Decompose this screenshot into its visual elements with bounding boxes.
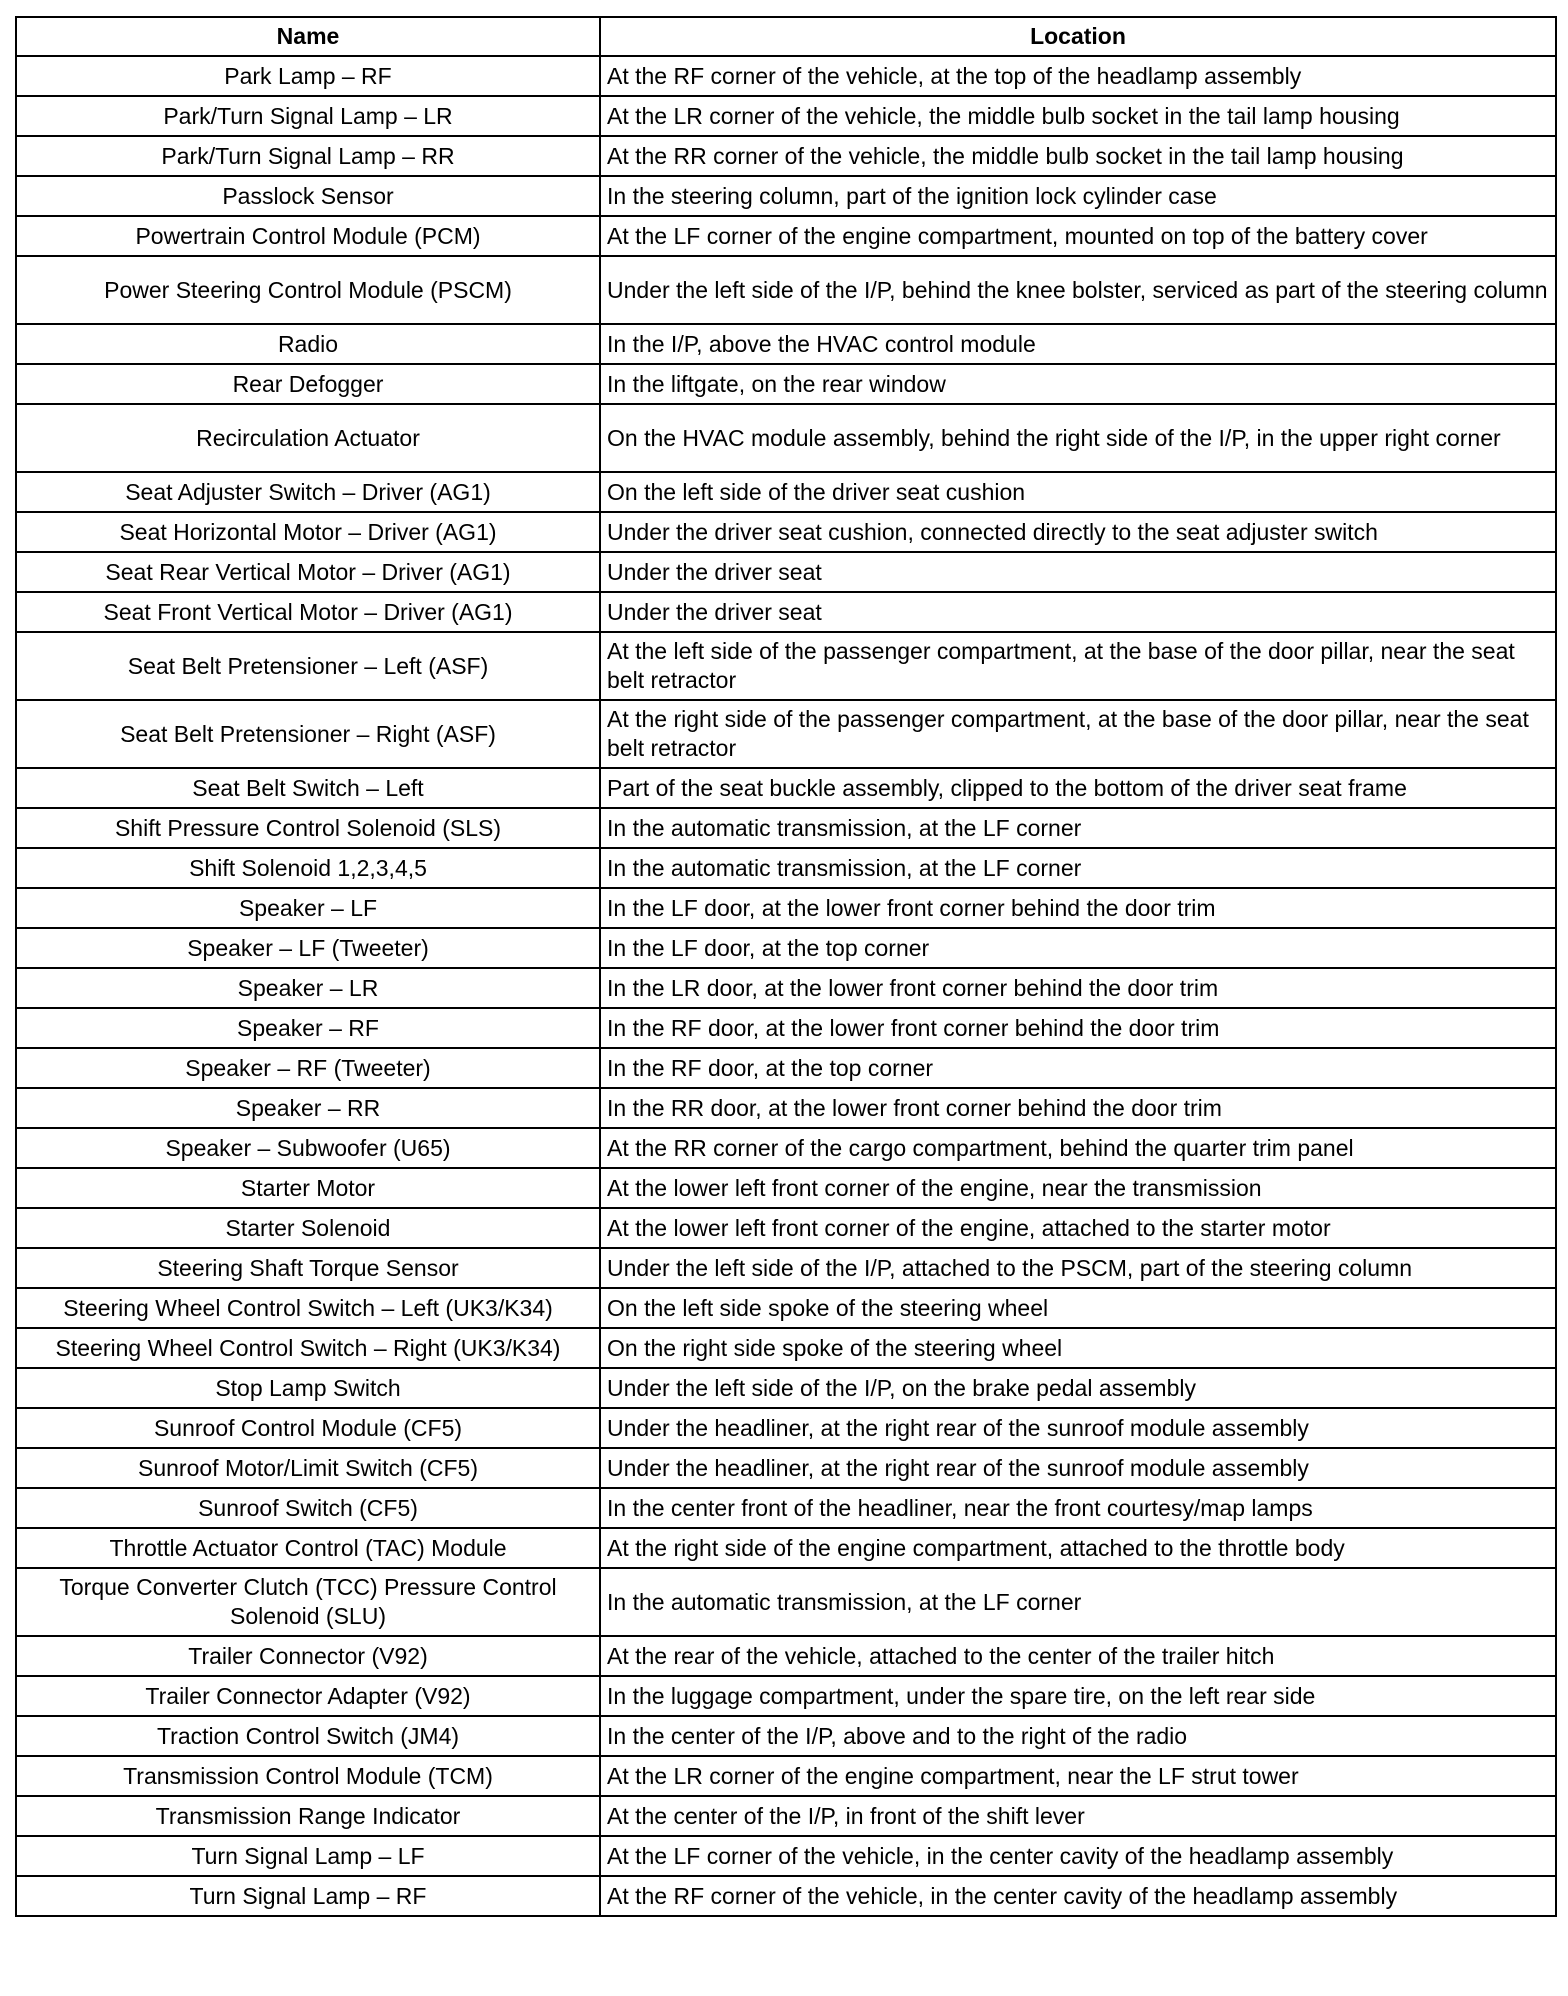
table-row: [16, 1756, 1556, 1796]
component-name-cell: Seat Adjuster Switch – Driver (AG1): [16, 472, 600, 512]
component-name-cell: Steering Wheel Control Switch – Right (UK3/K34): [16, 1328, 600, 1368]
component-location-cell: Under the driver seat: [600, 552, 1556, 592]
component-location-cell: At the LF corner of the engine compartment, mounted on top of the battery cover: [600, 216, 1556, 256]
component-location-cell: In the automatic transmission, at the LF corner: [600, 848, 1556, 888]
component-location-cell: In the RF door, at the lower front corner behind the door trim: [600, 1008, 1556, 1048]
component-name-cell: Starter Solenoid: [16, 1208, 600, 1248]
table-row: [16, 472, 1556, 512]
table-row: [16, 848, 1556, 888]
table-row: [16, 136, 1556, 176]
component-name-cell: Turn Signal Lamp – LF: [16, 1836, 600, 1876]
component-location-cell: At the RR corner of the vehicle, the middle bulb socket in the tail lamp housing: [600, 136, 1556, 176]
component-name-cell: Trailer Connector Adapter (V92): [16, 1676, 600, 1716]
table-row: [16, 592, 1556, 632]
table-row: [16, 968, 1556, 1008]
component-location-cell: At the LR corner of the vehicle, the middle bulb socket in the tail lamp housing: [600, 96, 1556, 136]
component-location-cell: Under the headliner, at the right rear of the sunroof module assembly: [600, 1408, 1556, 1448]
component-location-cell: At the LF corner of the vehicle, in the center cavity of the headlamp assembly: [600, 1836, 1556, 1876]
table-row: [16, 1008, 1556, 1048]
component-name-cell: Steering Shaft Torque Sensor: [16, 1248, 600, 1288]
component-location-cell: In the automatic transmission, at the LF corner: [600, 808, 1556, 848]
table-row: [16, 632, 1556, 700]
component-location-cell: Part of the seat buckle assembly, clipped to the bottom of the driver seat frame: [600, 768, 1556, 808]
component-location-cell: Under the driver seat cushion, connected directly to the seat adjuster switch: [600, 512, 1556, 552]
component-locator-table: [15, 16, 1557, 1917]
component-locator-table-wrapper: [15, 16, 1555, 1917]
component-name-cell: Transmission Control Module (TCM): [16, 1756, 600, 1796]
component-name-cell: Rear Defogger: [16, 364, 600, 404]
component-location-cell: Under the left side of the I/P, behind the knee bolster, serviced as part of the steering column: [600, 256, 1556, 324]
table-row: [16, 1368, 1556, 1408]
table-row: [16, 324, 1556, 364]
table-row: [16, 1636, 1556, 1676]
table-row: [16, 768, 1556, 808]
component-name-cell: Torque Converter Clutch (TCC) Pressure Control Solenoid (SLU): [16, 1568, 600, 1636]
component-name-cell: Speaker – RF (Tweeter): [16, 1048, 600, 1088]
column-header-location: Location: [600, 17, 1556, 56]
table-row: [16, 928, 1556, 968]
component-name-cell: Speaker – LR: [16, 968, 600, 1008]
component-name-cell: Speaker – LF: [16, 888, 600, 928]
component-location-cell: At the center of the I/P, in front of the shift lever: [600, 1796, 1556, 1836]
component-location-cell: At the LR corner of the engine compartment, near the LF strut tower: [600, 1756, 1556, 1796]
component-location-cell: In the I/P, above the HVAC control module: [600, 324, 1556, 364]
component-name-cell: Powertrain Control Module (PCM): [16, 216, 600, 256]
component-name-cell: Sunroof Control Module (CF5): [16, 1408, 600, 1448]
component-name-cell: Traction Control Switch (JM4): [16, 1716, 600, 1756]
component-location-cell: At the left side of the passenger compartment, at the base of the door pillar, near the seat belt retractor: [600, 632, 1556, 700]
table-row: [16, 1448, 1556, 1488]
table-row: [16, 96, 1556, 136]
table-row: [16, 364, 1556, 404]
component-name-cell: Seat Belt Switch – Left: [16, 768, 600, 808]
component-name-cell: Sunroof Switch (CF5): [16, 1488, 600, 1528]
component-location-cell: In the automatic transmission, at the LF corner: [600, 1568, 1556, 1636]
component-location-cell: In the luggage compartment, under the spare tire, on the left rear side: [600, 1676, 1556, 1716]
component-name-cell: Park/Turn Signal Lamp – LR: [16, 96, 600, 136]
component-name-cell: Speaker – Subwoofer (U65): [16, 1128, 600, 1168]
component-location-cell: On the left side spoke of the steering wheel: [600, 1288, 1556, 1328]
component-name-cell: Recirculation Actuator: [16, 404, 600, 472]
header-row: [16, 17, 1556, 56]
component-location-cell: On the HVAC module assembly, behind the right side of the I/P, in the upper right corner: [600, 404, 1556, 472]
component-name-cell: Seat Belt Pretensioner – Right (ASF): [16, 700, 600, 768]
component-name-cell: Starter Motor: [16, 1168, 600, 1208]
component-name-cell: Turn Signal Lamp – RF: [16, 1876, 600, 1916]
component-name-cell: Trailer Connector (V92): [16, 1636, 600, 1676]
component-location-cell: At the RR corner of the cargo compartment, behind the quarter trim panel: [600, 1128, 1556, 1168]
component-name-cell: Speaker – RR: [16, 1088, 600, 1128]
table-row: [16, 1288, 1556, 1328]
table-row: [16, 1716, 1556, 1756]
table-row: [16, 1676, 1556, 1716]
component-name-cell: Shift Solenoid 1,2,3,4,5: [16, 848, 600, 888]
table-row: [16, 1248, 1556, 1288]
component-name-cell: Passlock Sensor: [16, 176, 600, 216]
table-row: [16, 552, 1556, 592]
component-name-cell: Radio: [16, 324, 600, 364]
component-location-cell: On the right side spoke of the steering wheel: [600, 1328, 1556, 1368]
component-location-cell: In the steering column, part of the ignition lock cylinder case: [600, 176, 1556, 216]
component-name-cell: Park/Turn Signal Lamp – RR: [16, 136, 600, 176]
component-name-cell: Shift Pressure Control Solenoid (SLS): [16, 808, 600, 848]
component-location-cell: Under the left side of the I/P, on the brake pedal assembly: [600, 1368, 1556, 1408]
component-location-cell: Under the driver seat: [600, 592, 1556, 632]
component-name-cell: Steering Wheel Control Switch – Left (UK3/K34): [16, 1288, 600, 1328]
table-row: [16, 1836, 1556, 1876]
component-name-cell: Sunroof Motor/Limit Switch (CF5): [16, 1448, 600, 1488]
table-row: [16, 216, 1556, 256]
component-name-cell: Seat Front Vertical Motor – Driver (AG1): [16, 592, 600, 632]
table-row: [16, 1208, 1556, 1248]
table-row: [16, 256, 1556, 324]
component-name-cell: Park Lamp – RF: [16, 56, 600, 96]
component-name-cell: Power Steering Control Module (PSCM): [16, 256, 600, 324]
component-location-cell: At the right side of the engine compartment, attached to the throttle body: [600, 1528, 1556, 1568]
table-row: [16, 1796, 1556, 1836]
component-location-cell: In the liftgate, on the rear window: [600, 364, 1556, 404]
table-row: [16, 404, 1556, 472]
component-location-cell: In the center of the I/P, above and to the right of the radio: [600, 1716, 1556, 1756]
column-header-name: Name: [16, 17, 600, 56]
component-location-cell: In the center front of the headliner, near the front courtesy/map lamps: [600, 1488, 1556, 1528]
table-header: [16, 17, 1556, 56]
component-location-cell: On the left side of the driver seat cushion: [600, 472, 1556, 512]
table-row: [16, 1408, 1556, 1448]
component-location-cell: In the LF door, at the top corner: [600, 928, 1556, 968]
component-location-cell: At the right side of the passenger compartment, at the base of the door pillar, near the seat belt retractor: [600, 700, 1556, 768]
component-location-cell: In the RR door, at the lower front corner behind the door trim: [600, 1088, 1556, 1128]
table-row: [16, 512, 1556, 552]
table-row: [16, 1048, 1556, 1088]
component-location-cell: Under the left side of the I/P, attached to the PSCM, part of the steering column: [600, 1248, 1556, 1288]
component-location-cell: At the rear of the vehicle, attached to the center of the trailer hitch: [600, 1636, 1556, 1676]
component-name-cell: Stop Lamp Switch: [16, 1368, 600, 1408]
component-location-cell: At the lower left front corner of the engine, attached to the starter motor: [600, 1208, 1556, 1248]
component-location-cell: At the lower left front corner of the engine, near the transmission: [600, 1168, 1556, 1208]
table-body: [16, 56, 1556, 1916]
table-row: [16, 1568, 1556, 1636]
table-row: [16, 1088, 1556, 1128]
component-location-cell: In the LR door, at the lower front corner behind the door trim: [600, 968, 1556, 1008]
table-row: [16, 808, 1556, 848]
component-name-cell: Transmission Range Indicator: [16, 1796, 600, 1836]
table-row: [16, 1876, 1556, 1916]
component-name-cell: Throttle Actuator Control (TAC) Module: [16, 1528, 600, 1568]
table-row: [16, 176, 1556, 216]
component-name-cell: Seat Horizontal Motor – Driver (AG1): [16, 512, 600, 552]
component-location-cell: At the RF corner of the vehicle, at the top of the headlamp assembly: [600, 56, 1556, 96]
component-name-cell: Speaker – LF (Tweeter): [16, 928, 600, 968]
component-location-cell: In the LF door, at the lower front corner behind the door trim: [600, 888, 1556, 928]
component-location-cell: In the RF door, at the top corner: [600, 1048, 1556, 1088]
component-name-cell: Speaker – RF: [16, 1008, 600, 1048]
table-row: [16, 1168, 1556, 1208]
table-row: [16, 56, 1556, 96]
table-row: [16, 1528, 1556, 1568]
component-location-cell: Under the headliner, at the right rear of the sunroof module assembly: [600, 1448, 1556, 1488]
table-row: [16, 700, 1556, 768]
table-row: [16, 1128, 1556, 1168]
component-location-cell: At the RF corner of the vehicle, in the center cavity of the headlamp assembly: [600, 1876, 1556, 1916]
table-row: [16, 1488, 1556, 1528]
component-name-cell: Seat Belt Pretensioner – Left (ASF): [16, 632, 600, 700]
component-name-cell: Seat Rear Vertical Motor – Driver (AG1): [16, 552, 600, 592]
table-row: [16, 1328, 1556, 1368]
table-row: [16, 888, 1556, 928]
